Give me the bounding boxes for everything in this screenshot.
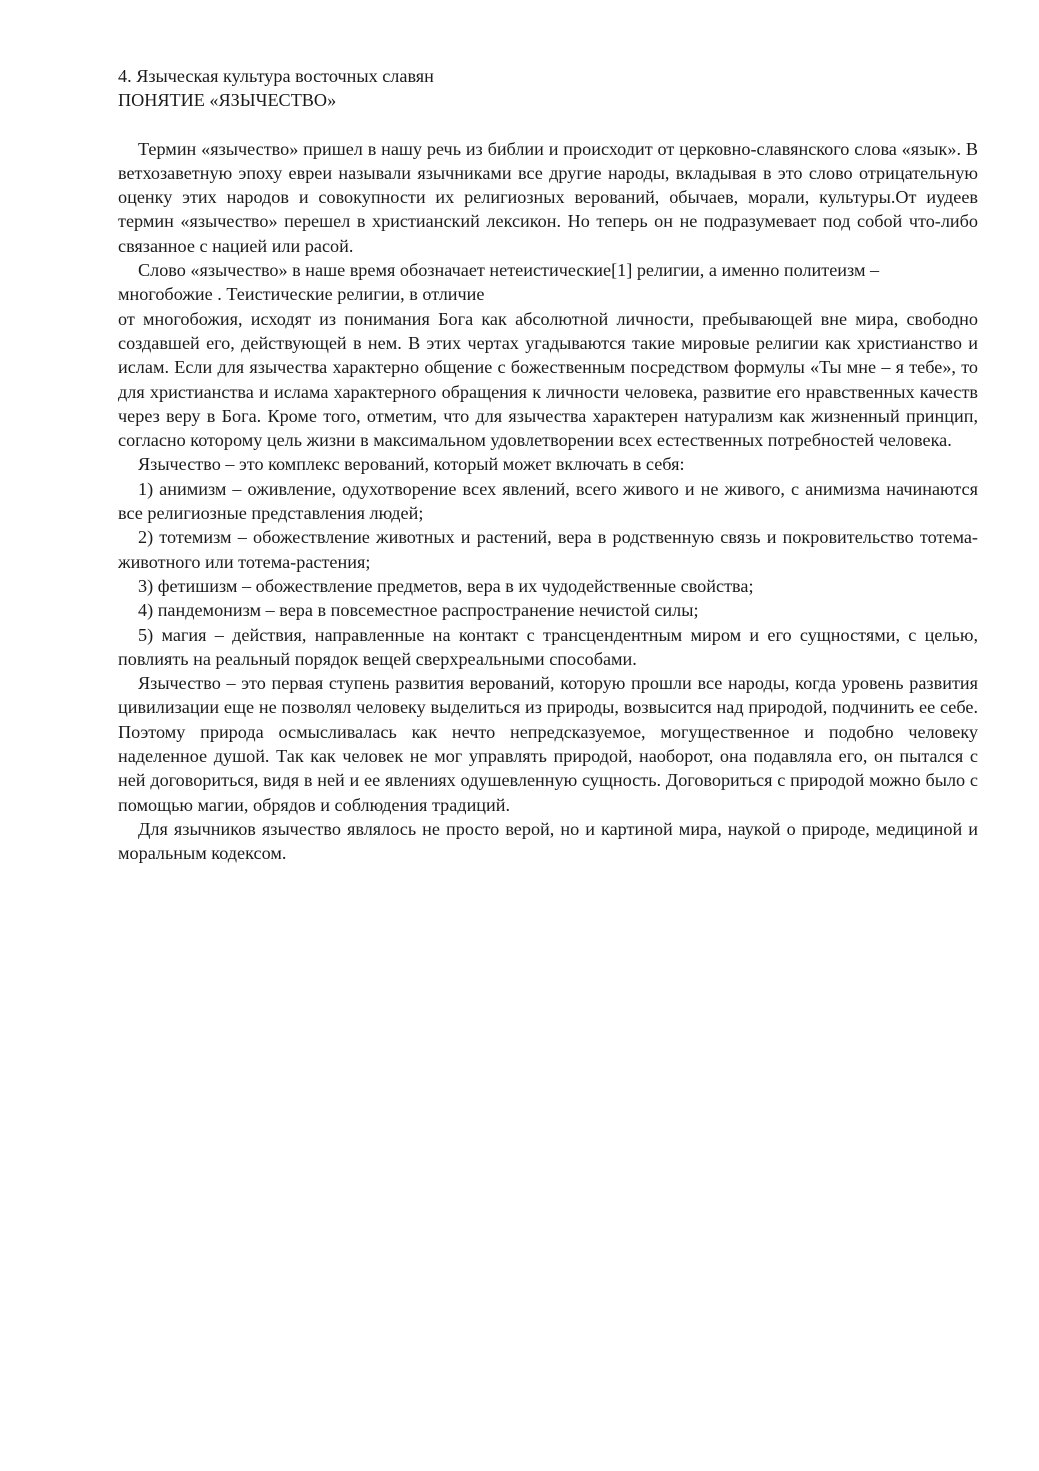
list-item-magic: 5) магия – действия, направленные на контакт с трансцендентным миром и его сущностями, с целью, повлиять на реальный порядок вещей сверхреальными способами. (118, 624, 978, 669)
list-item-pandemonism: 4) пандемонизм – вера в повсеместное распространение нечистой силы; (138, 600, 699, 621)
paragraph-first-stage: Язычество – это первая ступень развития верований, которую прошли все народы, когда уровень развития цивилизации еще не позволял человеку выделиться из природы, возвысится над природой, подчинить ее себе. Поэтому природа осмысливалась как нечто непредсказуемое, могущественное и подобно человеку наделенное душой. Так как человек не мог управлять природой, наоборот, она подавляла его, он пытался с ней договориться, видя в ней и ее явлениях одушевленную сущность. Договориться с природой можно было с помощью магии, обрядов и соблюдения традиций. (118, 673, 978, 815)
list-item-fetishism: 3) фетишизм – обожествление предметов, вера в их чудодейственные свойства; (138, 575, 754, 596)
document-body (118, 64, 978, 866)
list-item-animism: 1) анимизм – оживление, одухотворение всех явлений, всего живого и не живого, с анимизма начинаются все религиозные представления людей; (118, 478, 978, 524)
paragraph-term-origin: Термин «язычество» пришел в нашу речь из библии и происходит от церковно-славянского слова «язык». В ветхозаветную эпоху евреи называли язычниками все другие народы, вкладывая в это слово отрицательную оценку этих народов и совокупности их религиозных верований, обычаев, морали, культуры.От иудеев термин «язычество» перешел в христианский лексикон. Но теперь он не подразумевает под собой что-либо связанное с нацией или расой. (118, 138, 978, 256)
paragraph-worldview: Для язычников язычество являлось не просто верой, но и картиной мира, наукой о природе, медициной и моральным кодексом. (118, 818, 978, 864)
list-item-totemism: 2) тотемизм – обожествление животных и растений, вера в родственную связь и покровительство тотема-животного или тотема-растения; (118, 527, 978, 572)
blank-line (118, 113, 978, 137)
section-heading: 4. Языческая культура восточных славян (118, 66, 434, 86)
paragraph-complex-intro: Язычество – это комплекс верований, который может включать в себя: (138, 454, 685, 475)
paragraph-meaning: Слово «язычество» в наше время обозначает нетеистические[1] религии, а именно политеизм – многобожие . Теистические религии, в отличие (118, 260, 880, 305)
section-title: ПОНЯТИЕ «ЯЗЫЧЕСТВО» (118, 90, 337, 111)
paragraph-theistic: от многобожия, исходят из понимания Бога как абсолютной личности, пребывающей вне мира, свободно создавшей его, действующей в нем. В этих чертах угадываются такие мировые религии как христианство и ислам. Если для язычества характерно общение с божественным посредством формулы «Ты мне – я тебе», то для христианства и ислама характерного обращения к личности человека, развитие его нравственных качеств через веру в Бога. Кроме того, отметим, что для язычества характерен натурализм как жизненный принцип, согласно которому цель жизни в максимальном удовлетворении всех естественных потребностей человека. (118, 308, 978, 451)
